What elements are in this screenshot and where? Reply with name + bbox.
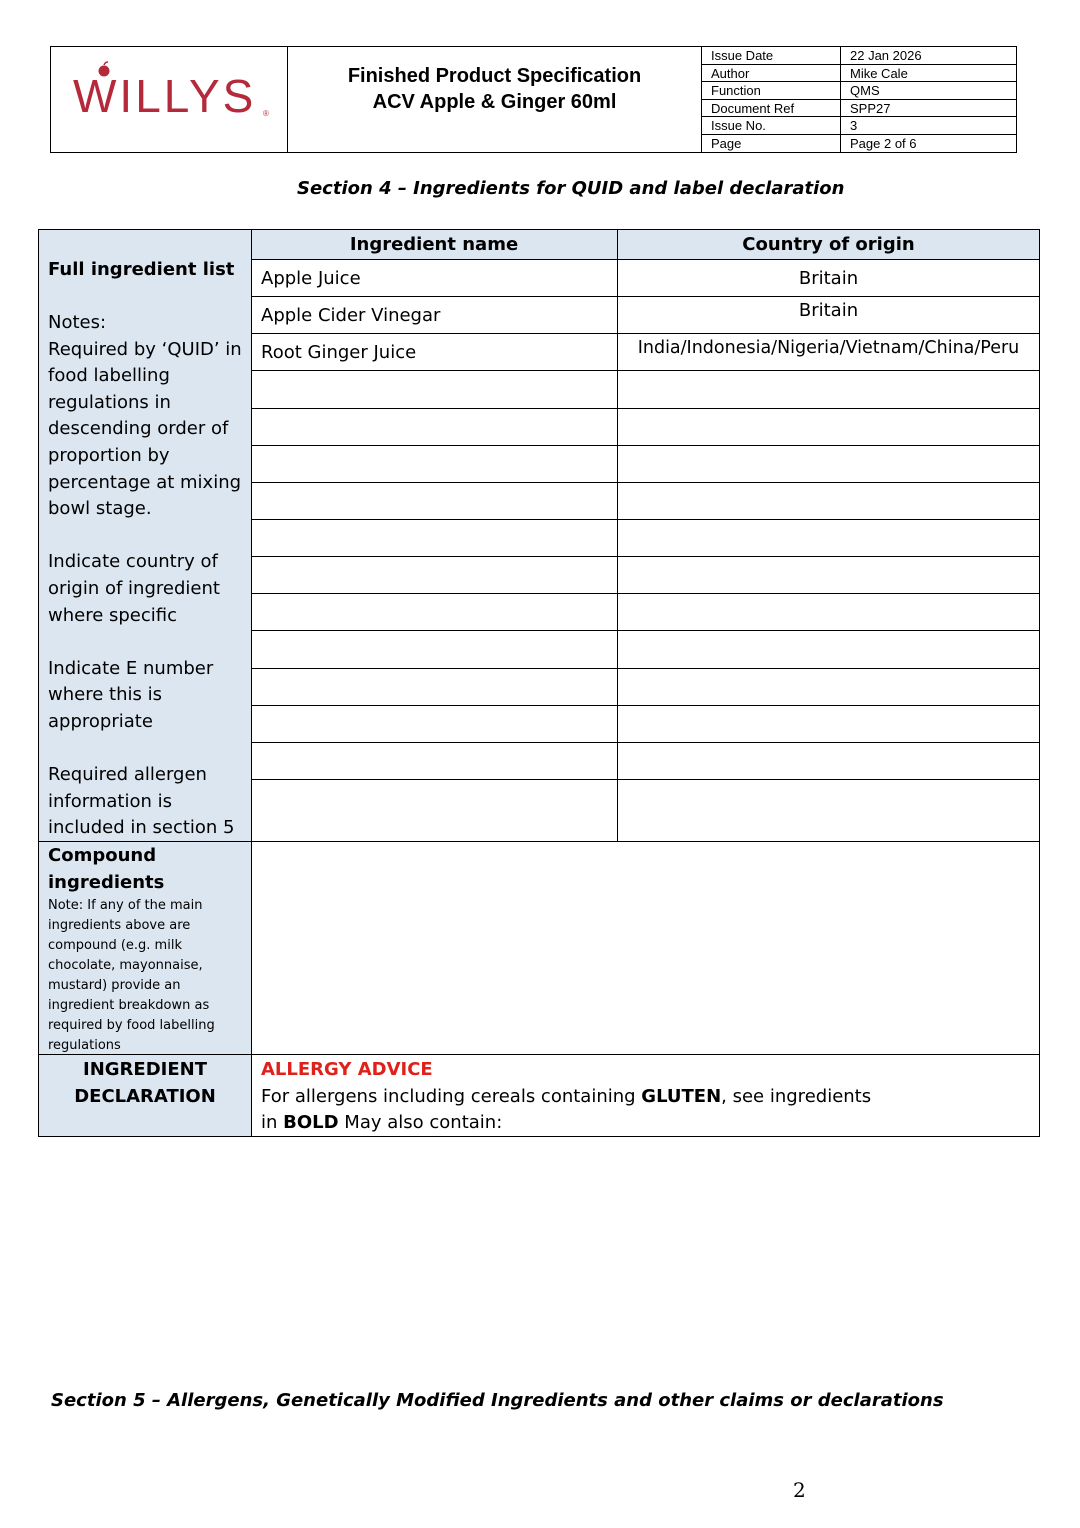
gluten-emphasis: GLUTEN (641, 1085, 722, 1107)
meta-label: Issue No. (702, 117, 841, 134)
note-line: included in section 5 (48, 817, 235, 839)
note-line: Required by ‘QUID’ in (48, 338, 242, 360)
ingredient-declaration-label (39, 1057, 251, 1110)
allergy-advice-line-2 (261, 1110, 1031, 1137)
meta-label: Page (702, 135, 841, 153)
ingredient-name-cell: Root Ginger Juice (261, 342, 417, 363)
meta-label: Function (702, 82, 841, 99)
meta-row-function (702, 82, 1017, 100)
meta-value: Page 2 of 6 (850, 135, 917, 151)
note-line: origin of ingredient (48, 577, 220, 599)
compound-note (48, 896, 248, 1056)
document-title (288, 47, 702, 152)
ingredient-notes (48, 310, 248, 842)
allergy-advice-title: ALLERGY ADVICE (261, 1059, 433, 1080)
compound-note-line: ingredients above are (48, 918, 191, 933)
country-of-origin-cell: Britain (798, 268, 859, 289)
ingredient-name-cell: Apple Cider Vinegar (261, 305, 441, 326)
note-line: food labelling (48, 365, 170, 387)
meta-value: 22 Jan 2026 (850, 48, 922, 63)
compound-ingredients-heading (48, 843, 164, 896)
section-5-title: Section 5 – Allergens, Genetically Modified Ingredients and other claims or declarations (51, 1390, 944, 1411)
country-of-origin-cell: India/Indonesia/Nigeria/Vietnam/China/Peru (637, 338, 1020, 358)
note-line: descending order of (48, 418, 229, 440)
note-line: percentage at mixing (48, 471, 242, 493)
compound-note-line: compound (e.g. milk (48, 938, 182, 953)
meta-value: SPP27 (850, 100, 891, 116)
note-spacer (48, 629, 248, 656)
section-4-title: Section 4 – Ingredients for QUID and label declaration (297, 178, 845, 199)
registered-mark: ® (263, 109, 269, 118)
compound-heading-line: Compound (48, 845, 157, 866)
compound-note-line: Note: If any of the main (48, 898, 203, 913)
note-line: proportion by (48, 444, 170, 466)
note-line: where this is (48, 684, 162, 706)
compound-note-line: ingredient breakdown as (48, 998, 210, 1013)
title-line-2: ACV Apple & Ginger 60ml (372, 90, 617, 113)
note-line: Indicate country of (48, 551, 218, 573)
note-line: Indicate E number (48, 657, 214, 679)
compound-note-line: chocolate, mayonnaise, (48, 958, 203, 973)
note-spacer (48, 523, 248, 550)
column-header-ingredient-name: Ingredient name (349, 234, 519, 255)
declaration-label-line: DECLARATION (74, 1085, 216, 1107)
allergy-advice-line-1 (261, 1084, 1031, 1111)
document-meta-table (702, 47, 1017, 152)
note-line: Notes: (48, 312, 107, 333)
country-of-origin-cell: Britain (798, 300, 859, 321)
note-line: regulations in (48, 391, 171, 413)
title-line-1: Finished Product Specification (347, 64, 642, 87)
note-line: information is (48, 790, 172, 812)
note-line: bowl stage. (48, 498, 152, 520)
note-line: appropriate (48, 710, 153, 732)
ingredient-name-cell: Apple Juice (261, 268, 361, 289)
text-run: For allergens including cereals containing (261, 1085, 642, 1107)
meta-value: QMS (850, 83, 880, 98)
meta-label: Author (702, 65, 841, 82)
column-header-country-of-origin: Country of origin (742, 234, 915, 255)
logo: WILLYS (73, 70, 257, 122)
meta-row-page (702, 135, 1017, 153)
full-ingredient-list-heading: Full ingredient list (48, 259, 235, 280)
document-header (50, 46, 1017, 153)
logo-cell (51, 47, 288, 152)
meta-label: Issue Date (702, 47, 841, 64)
meta-value: 3 (850, 118, 858, 133)
text-run: , see ingredients (721, 1085, 872, 1107)
note-spacer (48, 736, 248, 763)
compound-heading-line: ingredients (48, 871, 165, 893)
text-run: in (261, 1112, 284, 1134)
meta-row-issue-no (702, 117, 1017, 135)
meta-label: Document Ref (702, 100, 841, 117)
text-run: May also contain: (338, 1112, 503, 1134)
meta-value: Mike Cale (850, 65, 908, 81)
page-number: 2 (793, 1478, 806, 1502)
compound-note-line: regulations (48, 1038, 121, 1053)
compound-note-line: required by food labelling (48, 1018, 215, 1033)
meta-row-document-ref (702, 100, 1017, 118)
meta-row-author (702, 65, 1017, 83)
declaration-label-line: INGREDIENT (83, 1059, 207, 1080)
note-line: Required allergen (48, 764, 207, 786)
note-line: where specific (48, 604, 178, 626)
allergy-advice (261, 1057, 1031, 1137)
compound-note-line: mustard) provide an (48, 978, 181, 993)
meta-row-issue-date (702, 47, 1017, 65)
bold-emphasis: BOLD (283, 1112, 339, 1134)
